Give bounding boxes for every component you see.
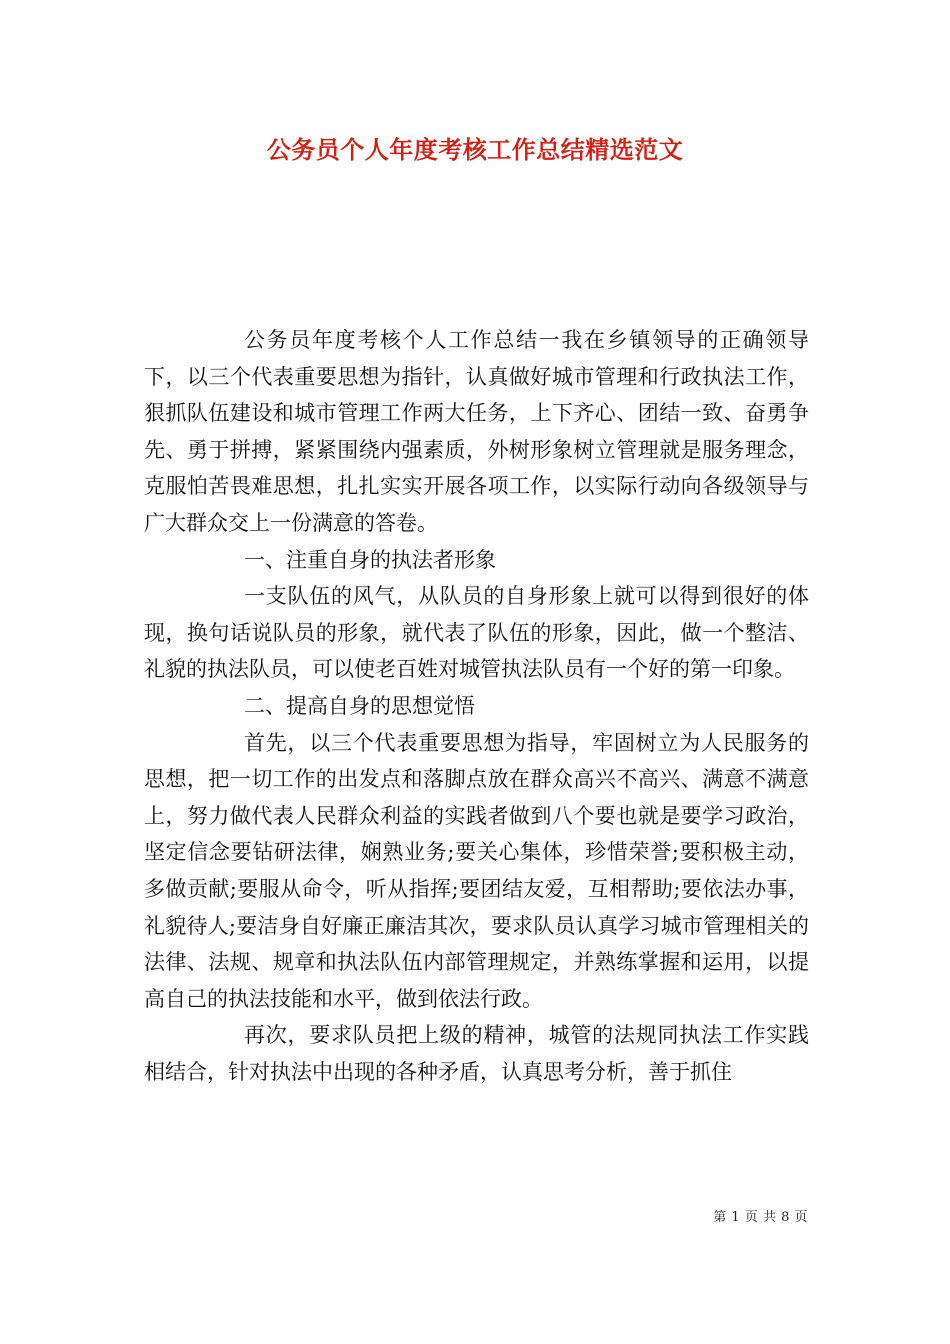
- document-title: 公务员个人年度考核工作总结精选范文: [266, 135, 684, 164]
- document-body: [144, 322, 809, 1090]
- paragraph-section-2a: 首先，以三个代表重要思想为指导，牢固树立为人民服务的思想，把一切工作的出发点和落脚点放在群众高兴不高兴、满意不满意上，努力做代表人民群众利益的实践者做到八个要也就是要学习政治，坚定信念要钻研法律，娴熟业务;要关心集体，珍惜荣誉;要积极主动，多做贡献;要服从命令，听从指挥;要团结友爱，互相帮助;要依法办事，礼貌待人;要洁身自好廉正廉洁其次，要求队员认真学习城市管理相关的法律、法规、规章和执法队伍内部管理规定，并熟练掌握和运用，以提高自己的执法技能和水平，做到依法行政。: [144, 730, 809, 1011]
- section-heading-1: 一、注重自身的执法者形象: [244, 547, 496, 572]
- page-number: 第 1 页 共 8 页: [713, 1210, 808, 1225]
- section-heading-2: 二、提高自身的思想觉悟: [244, 693, 475, 718]
- paragraph-section-1: 一支队伍的风气，从队员的自身形象上就可以得到很好的体现，换句话说队员的形象，就代表了队伍的形象，因此，做一个整洁、礼貌的执法队员，可以使老百姓对城管执法队员有一个好的第一印象。: [144, 584, 809, 682]
- paragraph-intro: 公务员年度考核个人工作总结一我在乡镇领导的正确领导下，以三个代表重要思想为指针，认真做好城市管理和行政执法工作，狠抓队伍建设和城市管理工作两大任务，上下齐心、团结一致、奋勇争先、勇于拼搏，紧紧围绕内强素质，外树形象树立管理就是服务理念，克服怕苦畏难思想，扎扎实实开展各项工作，以实际行动向各级领导与广大群众交上一份满意的答卷。: [144, 328, 809, 535]
- paragraph-section-2b: 再次，要求队员把上级的精神，城管的法规同执法工作实践相结合，针对执法中出现的各种矛盾，认真思考分析，善于抓住: [144, 1023, 809, 1084]
